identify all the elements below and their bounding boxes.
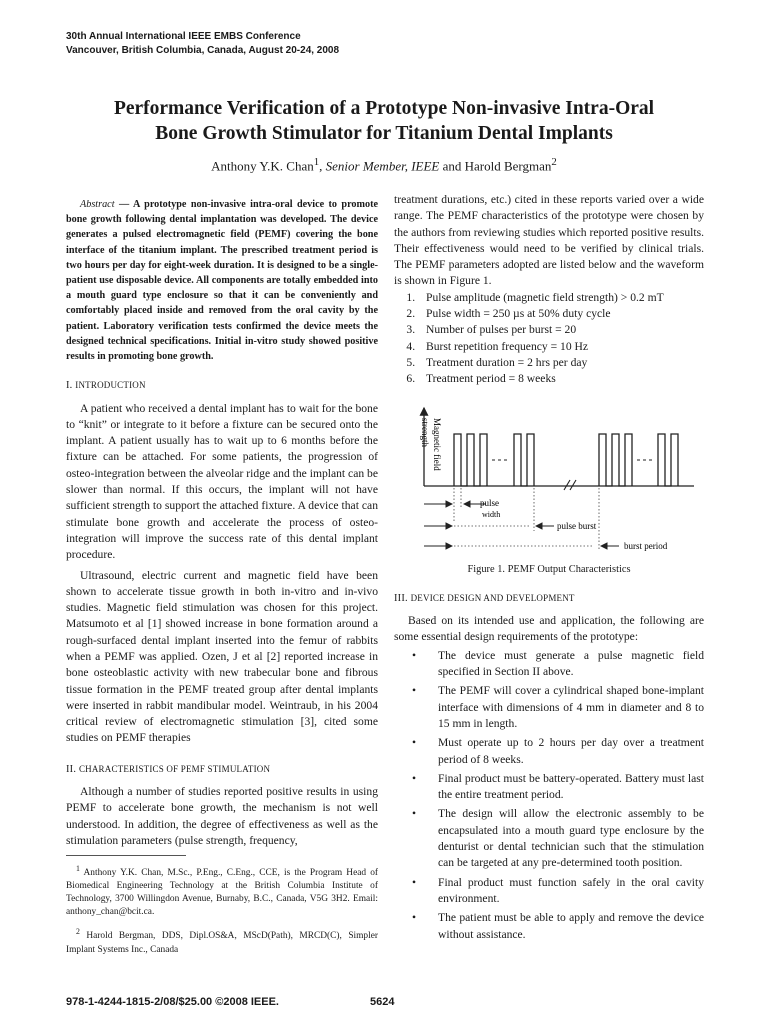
footnote-2 (66, 925, 378, 956)
section-heading-design (394, 590, 704, 607)
title-line-1: Performance Verification of a Prototype Non-invasive Intra-Oral (113, 98, 655, 119)
paper-title (60, 96, 708, 146)
pemf-paragraph-continued: treatment durations, etc.) cited in these reports varied over a wide range. The PEMF characteristics of the prototype were chosen by the authors from reviewing studies which reported positive results. Their effectiveness would need to be verified by clinical trials. The PEMF parameters adopted are listed below and the waveform is shown in Figure 1. (394, 193, 704, 288)
axis-break-mark (564, 480, 570, 490)
list-item: 5. Treatment duration = 2 hrs per day (418, 355, 704, 371)
label-pulse: pulse (480, 497, 499, 508)
list-item: • The patient must be able to apply and remove the device without assistance. (438, 910, 704, 943)
axis-break-mark (570, 480, 576, 490)
design-paragraph-1: Based on its intended use and application, the following are some essential design requirements of the prototype: (394, 614, 704, 644)
pemf-paragraph-1: Although a number of studies reported positive results in using PEMF to accelerate bone growth, the mechanism is not well understood. In addition, the degree of effectiveness as well as the stimulation parameters (pulse strength, frequency, (66, 785, 378, 847)
footnote-1-text: Anthony Y.K. Chan, M.Sc., P.Eng., C.Eng., CCE, is the Program Head of Biomedical Engineering Technology at the British Columbia Institute of Technology, 3700 Willingdon Avenue, Burnaby, B.C., Canada, V5G 3H2. Email: anthony_chan@bcit.ca. (66, 868, 378, 918)
list-item: • The device must generate a pulse magnetic field specified in Section II above. (438, 648, 704, 681)
footnote-1-sup: 1 (76, 864, 80, 874)
author-2: Harold Bergman (464, 158, 552, 174)
author-and: and (442, 158, 462, 174)
conference-location: Vancouver, British Columbia, Canada, August 20-24, 2008 (66, 45, 340, 56)
list-item: • Final product must be battery-operated. Battery must last the entire treatment period. (438, 771, 704, 804)
intro-paragraph-1: A patient who received a dental implant has to wait for the bone to “knit” or integrate to it before a fixture can be secured onto the implant. A patient usually has to wait up to 6 months before the fixture can be attached. For some patients, the progression of osteo-integration between the alveolar ridge and the implant can be slower than normal. If this occurs, the implant will not have sufficient strength to support the attached fixture. A device that can stimulate bone growth and accelerate the process of osteo-integration will improve the success rate of this dental implant procedure. (66, 401, 378, 562)
label-burst-period: burst period (624, 540, 668, 551)
section-number: I. (66, 380, 73, 392)
pemf-waveform-diagram (394, 396, 704, 556)
section-title: DEVICE DESIGN AND DEVELOPMENT (410, 592, 575, 603)
list-item: 1. Pulse amplitude (magnetic field strength) > 0.2 mT (418, 290, 704, 306)
footnote-1 (66, 862, 378, 919)
right-column (394, 192, 704, 946)
title-line-2: Bone Growth Stimulator for Titanium Dental Implants (155, 123, 613, 144)
list-item: 3. Number of pulses per burst = 20 (418, 322, 704, 338)
list-item: • Must operate up to 2 hours per day over a treatment period of 8 weeks. (438, 735, 704, 768)
label-width: width (482, 509, 501, 519)
section-number: III. (394, 592, 408, 604)
page-number: 5624 (370, 996, 395, 1008)
pemf-parameter-list (394, 290, 704, 388)
section-title: INTRODUCTION (75, 380, 146, 391)
y-axis-label-1: Magnetic field (432, 417, 442, 471)
footnote-2-text: Harold Bergman, DDS, Dipl.OS&A, MScD(Path), MRCD(C), Simpler Implant Systems Inc., Canada (66, 931, 378, 955)
author-1-sup: 1 (313, 156, 320, 168)
list-item: 4. Burst repetition frequency = 10 Hz (418, 339, 704, 355)
intro-paragraph-2: Ultrasound, electric current and magnetic field have been shown to accelerate tissue growth in both in-vitro and in-vivo studies. Magnetic field stimulation was chosen for this project. Matsumoto et al [1] showed increase in bone formation around a rough-surfaced dental implant inserted into the femur of rabbits when a PEMF was applied. Ozen, J et al [2] reported increase in bone osteoblastic activity with new trabecular bone and fibrous tissue formation in the PEMF treated group after dental implants were inserted in rabbit mandibular model. Weintraub, in his 2004 critical review of electromagnetic stimulation [3], cited some studies on PEMF therapies (66, 568, 378, 745)
footnote-divider (66, 855, 186, 856)
section-title: CHARACTERISTICS OF PEMF STIMULATION (78, 763, 271, 774)
list-item: 6. Treatment period = 8 weeks (418, 371, 704, 387)
left-column (66, 197, 378, 957)
conference-name: 30th Annual International IEEE EMBS Conference (66, 31, 301, 42)
list-item: • Final product must function safely in the oral cavity environment. (438, 875, 704, 908)
footnote-2-sup: 2 (76, 927, 80, 937)
section-heading-pemf (66, 761, 378, 778)
author-1-affiliation: Senior Member, IEEE (325, 158, 440, 174)
conference-header (66, 30, 339, 58)
copyright-footer: 978-1-4244-1815-2/08/$25.00 ©2008 IEEE. (66, 996, 279, 1008)
section-number: II. (66, 763, 77, 775)
list-item: • The PEMF will cover a cylindrical shaped bone-implant interface with dimensions of 4 mm in diameter and 8 to 15 mm in length. (438, 683, 704, 732)
design-requirements-list (394, 648, 704, 943)
abstract-text: — A prototype non-invasive intra-oral device to promote bone growth following dental implantation was developed. The device generates a pulsed electromagnetic field (PEMF) covering the bone interface of the titanium implant. The prescribed treatment period is two hours per day for eight-week duration. It is designed to be a single-patient use disposable device. All components are totally embedded into a mouth guard type enclosure so that it can be conveniently and comfortably placed inside and removed from the oral cavity by the patient. Laboratory verification tests confirmed the device meets the designed technical specifications. Initial in-vitro study showed positive results in promoting bone growth. (66, 199, 378, 363)
author-1: Anthony Y.K. Chan (211, 158, 314, 174)
section-heading-intro (66, 377, 378, 394)
author-2-sup: 2 (551, 156, 557, 168)
label-pulse-burst: pulse burst (557, 520, 597, 531)
y-axis-label-2: strength (420, 417, 430, 447)
author-line: Anthony Y.K. Chan$^1$, Senior Member, IEEE and Harold Bergman$^2$ (211, 156, 557, 174)
abstract (66, 197, 378, 364)
abstract-label: Abstract (80, 199, 115, 210)
list-item: 2. Pulse width = 250 µs at 50% duty cycle (418, 306, 704, 322)
list-item: • The design will allow the electronic assembly to be encapsulated into a mouth guard type enclosure by the denturist or dental technician such that the stimulation can be targeted at any pre-determined tooth position. (438, 806, 704, 871)
figure-caption: Figure 1. PEMF Output Characteristics (467, 563, 631, 575)
figure-1 (394, 396, 704, 556)
